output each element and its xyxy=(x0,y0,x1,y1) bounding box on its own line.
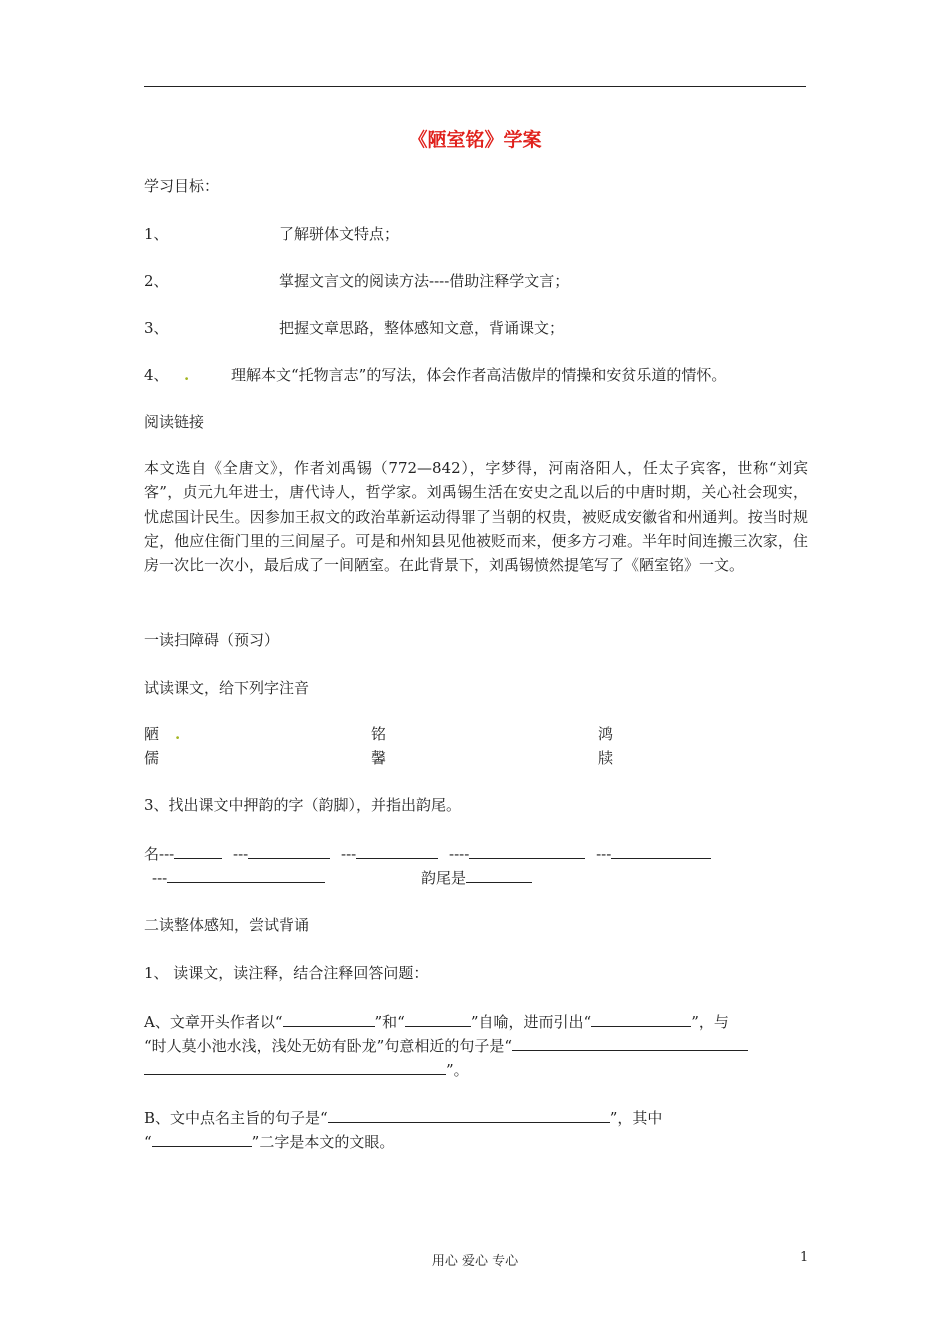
objective-text: 掌握文言文的阅读方法----借助注释学文言； xyxy=(279,272,570,290)
reading-link-paragraph: 本文选自《全唐文》，作者刘禹锡（772—842），字梦得，河南洛阳人，任太子宾客，世称“刘宾客”，贞元九年进士，唐代诗人，哲学家。刘禹锡生活在安史之乱以后的中唐时期，关心社会现实，忧虑国计民生。因参加王叔文的政治革新运动得罪了当朝的权贵，被贬成安徽省和州通判。按当时规定，他应住衙门里的三间屋子。可是和州知县见他被贬而来，便多方刁难。半年时间连搬三次家，住房一次比一次小，最后成了一间陋室。在此背景下，刘禹锡愤然提笔写了《陋室铭》一文。 xyxy=(144,459,808,575)
qb-text: B、文中点名主旨的句子是“ xyxy=(144,1109,328,1127)
pinyin-char: 牍 xyxy=(598,749,614,767)
qb-text: “ xyxy=(144,1133,152,1151)
rhyme-ending xyxy=(421,867,532,888)
answer-blank[interactable] xyxy=(283,1011,375,1027)
section1-instruction: 试读课文，给下列字注音 xyxy=(144,679,310,697)
qa-text: ”自喻，进而引出“ xyxy=(470,1013,592,1031)
objective-number: 2、 xyxy=(144,272,169,290)
question-b-line-1 xyxy=(144,1107,662,1128)
pinyin-char: 儒 xyxy=(144,749,160,767)
objective-number: 4、 xyxy=(144,366,169,384)
answer-blank[interactable] xyxy=(405,1011,471,1027)
objective-text: 了解骈体文特点； xyxy=(279,225,400,243)
qa-text: A、文章开头作者以“ xyxy=(144,1013,283,1031)
answer-blank[interactable] xyxy=(466,867,532,883)
qa-text: ”，与 xyxy=(691,1013,729,1031)
dot-mark: . xyxy=(184,366,190,384)
answer-blank[interactable] xyxy=(591,1011,691,1027)
question-a-line-1 xyxy=(144,1011,729,1032)
pinyin-char: 鸿 xyxy=(598,725,614,743)
question-a-line-2 xyxy=(144,1035,748,1056)
section2-heading: 二读整体感知，尝试背诵 xyxy=(144,916,310,934)
dot-mark: . xyxy=(175,725,181,743)
objective-text: 把握文章思路，整体感知文意，背诵课文； xyxy=(279,319,565,337)
rhyme-line-1 xyxy=(144,843,711,864)
objective-number: 3、 xyxy=(144,319,169,337)
qa-text: ”和“ xyxy=(374,1013,405,1031)
rhyme-dash: ---- xyxy=(449,845,470,863)
question-3: 3、找出课文中押韵的字（韵脚），并指出韵尾。 xyxy=(144,796,462,814)
header-rule xyxy=(144,86,806,87)
pinyin-char: 馨 xyxy=(371,749,387,767)
qa-text: ”。 xyxy=(446,1061,469,1079)
answer-blank[interactable] xyxy=(356,843,438,859)
question-b-line-2 xyxy=(144,1131,394,1152)
section1-heading: 一读扫障碍（预习） xyxy=(144,631,280,649)
reading-link-heading: 阅读链接 xyxy=(144,413,205,431)
question-1: 1、 读课文，读注释，结合注释回答问题： xyxy=(144,964,429,982)
question-a-line-3 xyxy=(144,1059,469,1080)
rhyme-dash: --- xyxy=(152,869,168,887)
document-title: 《陋室铭》学案 xyxy=(408,129,542,151)
rhyme-line-2 xyxy=(152,867,325,888)
objective-text: 理解本文“托物言志”的写法，体会作者高洁傲岸的情操和安贫乐道的情怀。 xyxy=(231,366,727,384)
rhyme-dash: --- xyxy=(341,845,357,863)
answer-blank[interactable] xyxy=(152,1131,252,1147)
answer-blank[interactable] xyxy=(611,843,711,859)
qa-text: “时人莫小池水浅，浅处无妨有卧龙”句意相近的句子是“ xyxy=(144,1037,513,1055)
answer-blank[interactable] xyxy=(512,1035,748,1051)
rhyme-dash: --- xyxy=(596,845,612,863)
answer-blank[interactable] xyxy=(174,843,222,859)
objective-number: 1、 xyxy=(144,225,169,243)
rhyme-end-label: 韵尾是 xyxy=(421,869,467,887)
answer-blank[interactable] xyxy=(248,843,330,859)
rhyme-dash: --- xyxy=(233,845,249,863)
answer-blank[interactable] xyxy=(469,843,585,859)
rhyme-first: 名--- xyxy=(144,845,175,863)
footer-motto: 用心 爱心 专心 xyxy=(431,1254,519,1269)
objectives-heading: 学习目标： xyxy=(144,177,220,195)
qb-text: ”二字是本文的文眼。 xyxy=(251,1133,395,1151)
page-number: 1 xyxy=(800,1250,809,1265)
answer-blank[interactable] xyxy=(328,1107,610,1123)
answer-blank[interactable] xyxy=(144,1059,446,1075)
pinyin-char: 铭 xyxy=(371,725,387,743)
answer-blank[interactable] xyxy=(167,867,325,883)
pinyin-char: 陋 xyxy=(144,725,160,743)
qb-text: ”，其中 xyxy=(609,1109,663,1127)
